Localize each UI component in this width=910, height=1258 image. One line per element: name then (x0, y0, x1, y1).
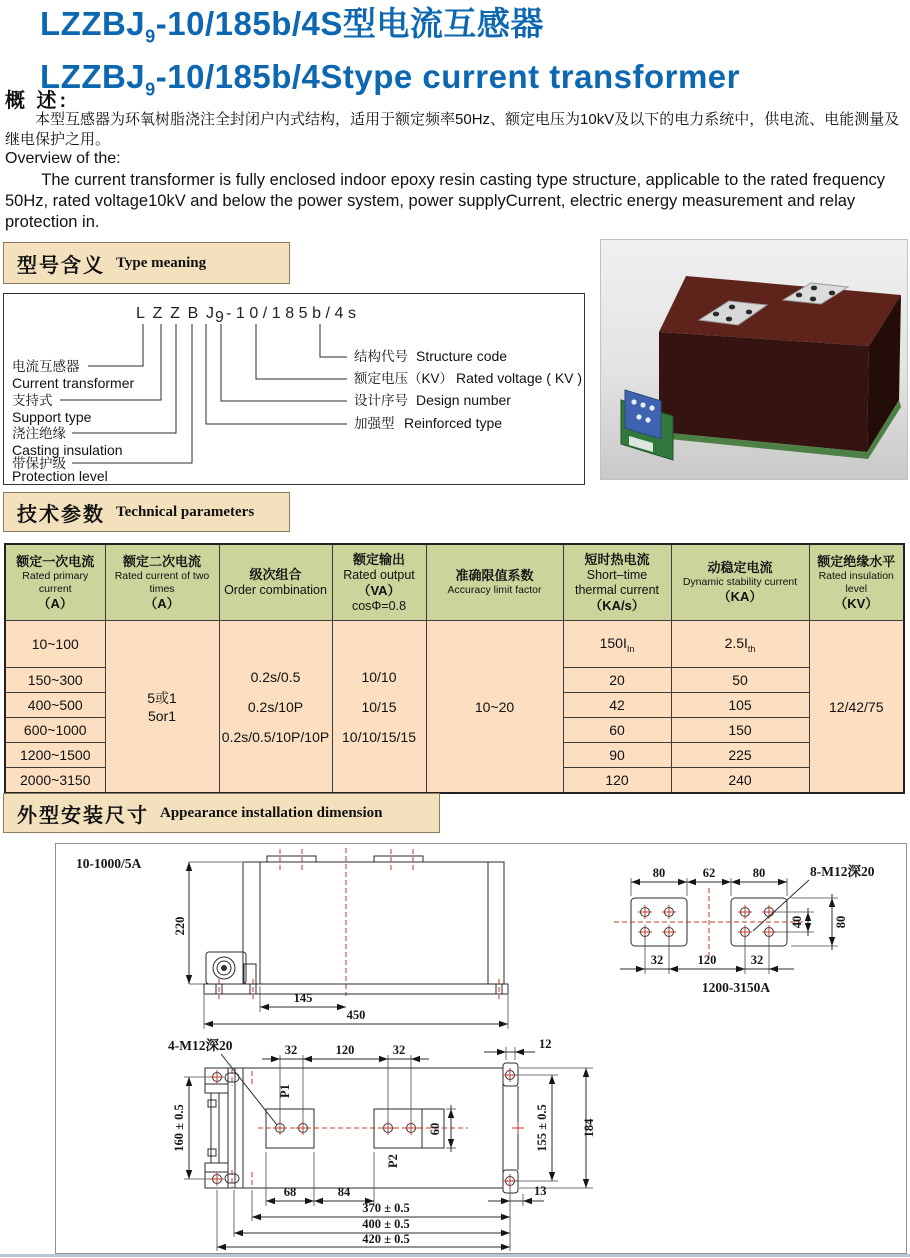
page-title-line1: $LZZBJ_9-10/185b/4S$型电流互感器 (40, 5, 544, 47)
label-design-number-zh: 设计序号 (354, 393, 408, 408)
cell-short-time-current: 20 (563, 668, 671, 693)
label-current-transformer-en: Current transformer (12, 375, 135, 391)
page-title (40, 4, 740, 109)
label-rated-voltage-en: Rated voltage ( KV ) (456, 370, 582, 386)
drawing-plan-view (168, 1037, 596, 1251)
cell-insulation-level: 12/42/75 (809, 621, 904, 794)
col-dynamic-stability-current: 动稳定电流 Dynamic stability current （KA） (671, 544, 809, 621)
dim-12: 12 (539, 1037, 552, 1051)
table-header-row (5, 544, 904, 621)
transformer-body (659, 276, 901, 459)
model-code-suffix: -10/185b/4s (226, 305, 356, 322)
col-short-time-thermal-current: 短时热电流 Short–time thermal current （KA/s） (563, 544, 671, 621)
dim-60: 60 (428, 1122, 442, 1136)
section-title-zh: 外型安装尺寸 (17, 804, 149, 827)
secondary-terminal-detail (206, 952, 256, 984)
dim-80b: 80 (752, 866, 766, 880)
cell-short-time-current: 90 (563, 743, 671, 768)
dim-84: 84 (337, 1185, 351, 1199)
overview-paragraph-zh: 本型互感器为环氧树脂浇注全封闭户内式结构，适用于额定频率50Hz、额定电压为10kV及以下的电力系统中，供电流、电能测量及继电保护之用。 (5, 111, 900, 148)
cell-short-time-current: 60 (563, 718, 671, 743)
dim-40: 40 (790, 915, 804, 929)
table-row (5, 621, 904, 668)
label-current-transformer-zh: 电流互感器 (12, 359, 80, 374)
technical-parameters-table (4, 543, 905, 794)
dim-32b: 32 (392, 1043, 406, 1057)
dim-370: 370 ± 0.5 (362, 1201, 410, 1215)
col-rated-secondary-current: 额定二次电流 Rated current of two times （A） (105, 544, 219, 621)
cell-primary-current: 1200~1500 (5, 743, 105, 768)
label-design-number-en: Design number (416, 392, 511, 408)
dim-height-220: 220 (173, 916, 187, 936)
dim-184: 184 (582, 1118, 596, 1138)
dim-420: 420 ± 0.5 (362, 1232, 410, 1246)
dim-32a: 32 (650, 953, 664, 967)
section-title-en: Appearance installation dimension (160, 804, 383, 821)
cell-dynamic-current: 240 (671, 768, 809, 794)
bolt-spec-label: 4-M12深20 (168, 1038, 233, 1053)
col-order-combination: 级次组合 Order combination (219, 544, 332, 621)
dimension-drawings-panel (55, 843, 907, 1254)
drawing-terminal-plates (614, 863, 875, 995)
section-header-dimensions (3, 793, 440, 833)
dim-80a: 80 (652, 866, 666, 880)
label-casting-insulation-zh: 浇注绝缘 (12, 426, 66, 441)
label-support-type-en: Support type (12, 409, 92, 425)
section-header-technical-parameters (3, 492, 290, 532)
cell-primary-current: 10~100 (5, 621, 105, 668)
page-title-line2: $LZZBJ_9-10/185b/4Stype$ current transformer (40, 57, 740, 100)
dim-155: 155 ± 0.5 (535, 1104, 549, 1152)
product-photo-image (601, 240, 907, 479)
cell-dynamic-current: 50 (671, 668, 809, 693)
cell-dynamic-current: $2.5I_{th}$ (671, 621, 809, 668)
cell-dynamic-current: 150 (671, 718, 809, 743)
dim-120: 120 (335, 1043, 355, 1057)
dim-400: 400 ± 0.5 (362, 1217, 410, 1231)
cell-secondary-current: 5或1 5or1 (105, 621, 219, 794)
col-rated-insulation-level: 额定绝缘水平 Rated insulation level （KV） (809, 544, 904, 621)
label-rated-voltage-zh: 额定电压（KV） (354, 371, 454, 386)
col-accuracy-limit-factor: 准确限值系数 Accuracy limit factor (426, 544, 563, 621)
label-structure-code-en: Structure code (416, 348, 508, 364)
drawing1-title: 10-1000/5A (76, 856, 142, 871)
dim-width-145: 145 (293, 991, 313, 1005)
cell-primary-current: 400~500 (5, 693, 105, 718)
overview-heading-en: Overview of the: (5, 150, 121, 167)
overview-heading-zh: 概 述: (5, 90, 70, 112)
cell-rated-output: 10/10 10/15 10/10/15/15 (332, 621, 426, 794)
bolt-spec-label: 8-M12深20 (810, 864, 875, 879)
model-code-subscript: 9 (215, 309, 224, 326)
label-casting-insulation-en: Casting insulation (12, 442, 123, 458)
cell-short-time-current: 42 (563, 693, 671, 718)
title-subscript: 9 (145, 26, 156, 47)
dim-13: 13 (534, 1184, 547, 1198)
label-reinforced-type-en: Reinforced type (404, 415, 503, 431)
label-protection-level-zh: 带保护级 (12, 456, 66, 471)
terminal-p2-label: P2 (386, 1154, 400, 1168)
section-title-zh: 型号含义 (17, 254, 105, 277)
right-mounting-bracket (503, 1063, 524, 1193)
section-title-en: Type meaning (116, 254, 207, 271)
dim-120: 120 (697, 953, 717, 967)
dimension-drawings (56, 844, 904, 1251)
col-rated-primary-current: 额定一次电流 Rated primary current （A） (5, 544, 105, 621)
label-structure-code-zh: 结构代号 (354, 349, 408, 364)
label-protection-level-en: Protection level (12, 468, 108, 482)
label-support-type-zh: 支持式 (12, 393, 53, 408)
type-meaning-diagram (3, 293, 585, 485)
drawing-side-view (76, 848, 508, 1029)
dim-width-450: 450 (346, 1008, 366, 1022)
page-bottom-divider (0, 1254, 910, 1257)
dim-32b: 32 (750, 953, 764, 967)
model-code-diagram (4, 294, 582, 482)
section-title-en: Technical parameters (116, 503, 255, 520)
cell-accuracy-limit: 10~20 (426, 621, 563, 794)
product-photo (600, 239, 908, 480)
cell-primary-current: 2000~3150 (5, 768, 105, 794)
cell-primary-current: 600~1000 (5, 718, 105, 743)
dim-32a: 32 (284, 1043, 298, 1057)
model-code-prefix: LZZBJ (136, 305, 214, 322)
cell-short-time-current: 120 (563, 768, 671, 794)
col-rated-output: 额定输出 Rated output （VA） cosΦ=0.8 (332, 544, 426, 621)
cell-order-combination: 0.2s/0.5 0.2s/10P 0.2s/0.5/10P/10P (219, 621, 332, 794)
diagram-right-labels (354, 348, 582, 431)
terminal-p1-label: P1 (278, 1084, 292, 1098)
dim-68: 68 (283, 1185, 297, 1199)
cell-dynamic-current: 105 (671, 693, 809, 718)
cell-short-time-current: $150I_{In}$ (563, 621, 671, 668)
dim-80-right: 80 (834, 915, 848, 929)
overview-paragraph-en: The current transformer is fully enclosed indoor epoxy resin casting type structure, applicable to the rated frequency 50Hz, rated voltage10kV and below the power system, power supplyCurrent, electric energy measurement and relay protection in. (5, 171, 886, 231)
dim-160: 160 ± 0.5 (172, 1104, 186, 1152)
title-subscript: 9 (145, 79, 156, 100)
dim-62: 62 (702, 866, 716, 880)
cell-primary-current: 150~300 (5, 668, 105, 693)
label-reinforced-type-zh: 加强型 (354, 416, 395, 431)
drawing2-caption: 1200-3150A (701, 980, 771, 995)
section-title-zh: 技术参数 (17, 503, 105, 526)
section-header-type-meaning (3, 242, 290, 284)
cell-dynamic-current: 225 (671, 743, 809, 768)
